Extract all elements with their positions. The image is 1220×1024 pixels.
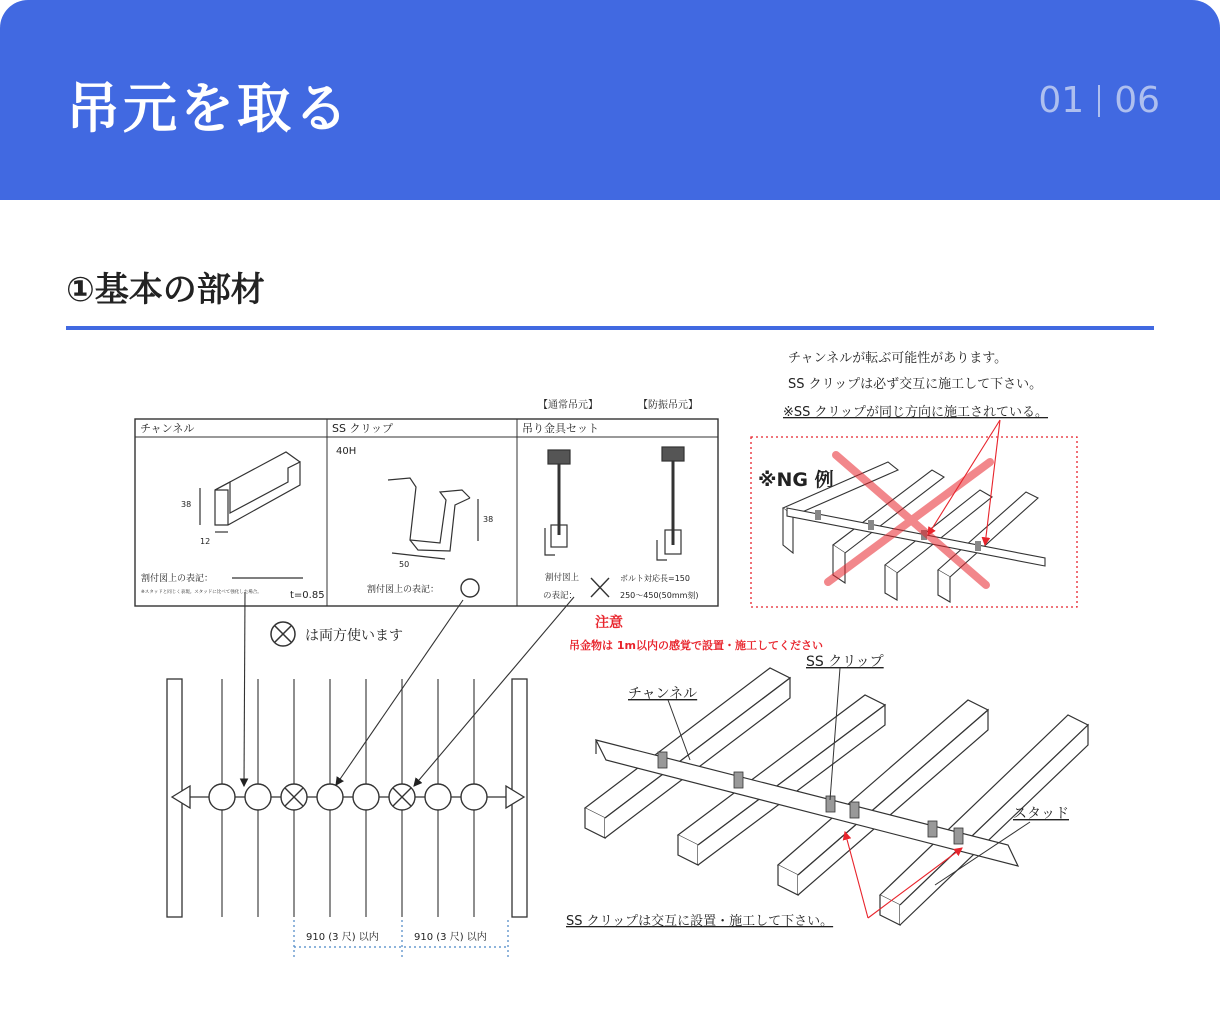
ng-label: ※NG 例 [758, 469, 834, 491]
channel-dim-h: 38 [181, 500, 192, 509]
page-title: 吊元を取る [66, 77, 351, 140]
page-total: 06 [1114, 80, 1160, 121]
instruction-text: SS クリップは交互に設置・施工して下さい。 [566, 914, 834, 929]
caution-text: 吊金物は 1m以内の感覚で設置・施工してください [569, 639, 823, 652]
label-stud: スタッド [1013, 806, 1069, 822]
isometric-assembly [566, 654, 1088, 929]
clip-model: 40H [336, 446, 357, 457]
label-channel: チャンネル [628, 686, 698, 702]
caution-block [569, 614, 823, 652]
caution-title: 注意 [595, 615, 623, 631]
spacing-left: 910 (3 尺) 以内 [306, 932, 379, 943]
col-channel-title: チャンネル [140, 422, 195, 435]
parts-table [135, 398, 718, 606]
channel-note: ※スタッドと同じく表現。スタッドに比べて強化した場合。 [141, 590, 262, 595]
both-used-text: は両方使います [305, 628, 403, 644]
ss-clip-drawing [388, 478, 478, 559]
clip-dim-h: 38 [483, 515, 494, 524]
bolt-length: ボルト対応長=150 [620, 574, 690, 583]
channel-thickness: t=0.85 [290, 590, 325, 601]
page-current: 01 [1038, 80, 1085, 121]
both-used-legend [271, 622, 403, 646]
hanger-notation-2: の表記： [543, 591, 578, 601]
plan-layout [167, 592, 574, 960]
hanger-notation-1: 割付図上 [545, 573, 580, 583]
col-clip-title: SS クリップ [332, 422, 394, 435]
label-ss-clip: SS クリップ [806, 654, 884, 670]
bolt-range: 250～450(50mm刻) [620, 591, 699, 600]
col-hanger-title: 吊り金具セット [522, 422, 599, 435]
channel-drawing [200, 452, 300, 532]
clip-notation: 割付図上の表記： [367, 585, 440, 595]
ng-note-1: チャンネルが転ぶ可能性があります。 [788, 351, 1008, 366]
spacing-right: 910 (3 尺) 以内 [414, 932, 487, 943]
clip-dim-w: 50 [399, 560, 410, 569]
channel-notation: 割付図上の表記： [141, 574, 214, 584]
ng-example [751, 350, 1077, 607]
channel-dim-w: 12 [200, 537, 211, 546]
hanger-set-drawing [545, 447, 684, 560]
section-title: ①基本の部材 [66, 270, 265, 310]
label-seismic-hanger: 【防振吊元】 [638, 400, 698, 411]
label-normal-hanger: 【通常吊元】 [538, 400, 598, 411]
ng-note-3: ※SS クリップが同じ方向に施工されている。 [783, 405, 1049, 420]
ng-note-2: SS クリップは必ず交互に施工して下さい。 [788, 377, 1043, 392]
